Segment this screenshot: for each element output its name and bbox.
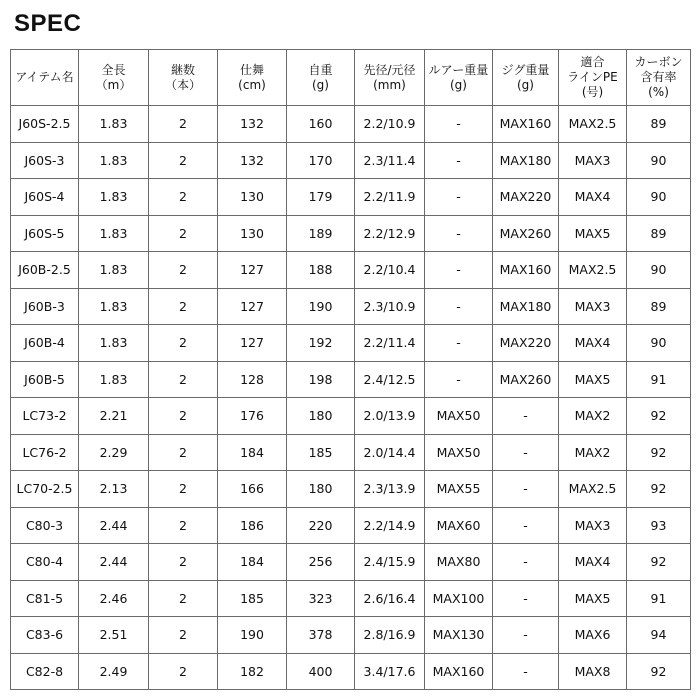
cell-tip-butt-diameter: 2.8/16.9 — [355, 617, 425, 654]
header-text: (cm) — [238, 77, 266, 92]
cell-weight: 190 — [287, 288, 355, 325]
cell-tip-butt-diameter: 2.2/14.9 — [355, 507, 425, 544]
cell-length: 2.21 — [79, 398, 149, 435]
cell-weight: 185 — [287, 434, 355, 471]
table-row — [11, 544, 691, 581]
cell-pieces: 2 — [149, 580, 218, 617]
header-text: カーボン — [634, 55, 683, 69]
cell-pieces: 2 — [149, 179, 218, 216]
spec-table — [10, 49, 691, 690]
cell-line-pe: MAX3 — [559, 507, 627, 544]
cell-item-name: J60B-3 — [11, 288, 79, 325]
cell-jig-weight: MAX180 — [493, 288, 559, 325]
header-lure-weight — [425, 50, 493, 106]
header-item-name — [11, 50, 79, 106]
cell-pieces: 2 — [149, 544, 218, 581]
cell-closed-length: 166 — [218, 471, 287, 508]
table-row — [11, 361, 691, 398]
cell-weight: 323 — [287, 580, 355, 617]
cell-line-pe: MAX6 — [559, 617, 627, 654]
cell-lure-weight: - — [425, 106, 493, 143]
cell-jig-weight: MAX220 — [493, 325, 559, 362]
cell-closed-length: 127 — [218, 288, 287, 325]
cell-carbon-content: 90 — [627, 142, 691, 179]
cell-pieces: 2 — [149, 106, 218, 143]
cell-pieces: 2 — [149, 471, 218, 508]
cell-carbon-content: 90 — [627, 252, 691, 289]
table-row — [11, 434, 691, 471]
table-row — [11, 215, 691, 252]
header-text: ラインPE — [567, 70, 618, 84]
table-body — [11, 106, 691, 690]
cell-closed-length: 127 — [218, 325, 287, 362]
header-text: 仕舞 — [239, 62, 264, 77]
cell-line-pe: MAX5 — [559, 215, 627, 252]
cell-pieces: 2 — [149, 215, 218, 252]
table-row — [11, 252, 691, 289]
cell-jig-weight: MAX260 — [493, 215, 559, 252]
cell-length: 1.83 — [79, 361, 149, 398]
cell-carbon-content: 92 — [627, 398, 691, 435]
cell-jig-weight: - — [493, 580, 559, 617]
header-text: 継数 — [170, 62, 195, 77]
header-tip-butt-diameter — [355, 50, 425, 106]
cell-item-name: J60S-4 — [11, 179, 79, 216]
cell-length: 2.29 — [79, 434, 149, 471]
cell-tip-butt-diameter: 2.3/11.4 — [355, 142, 425, 179]
cell-carbon-content: 92 — [627, 544, 691, 581]
header-text: 適合 — [580, 55, 605, 69]
header-text: 含有率 — [640, 70, 677, 84]
cell-item-name: J60B-2.5 — [11, 252, 79, 289]
cell-item-name: C80-4 — [11, 544, 79, 581]
cell-lure-weight: MAX160 — [425, 653, 493, 690]
cell-weight: 400 — [287, 653, 355, 690]
cell-pieces: 2 — [149, 653, 218, 690]
cell-jig-weight: MAX160 — [493, 106, 559, 143]
table-row — [11, 288, 691, 325]
cell-item-name: J60B-4 — [11, 325, 79, 362]
cell-lure-weight: - — [425, 325, 493, 362]
cell-lure-weight: - — [425, 361, 493, 398]
header-text: （m） — [95, 77, 132, 92]
cell-weight: 180 — [287, 471, 355, 508]
header-text: ジグ重量 — [501, 62, 550, 77]
cell-weight: 179 — [287, 179, 355, 216]
cell-tip-butt-diameter: 2.2/11.4 — [355, 325, 425, 362]
header-pieces — [149, 50, 218, 106]
cell-length: 2.13 — [79, 471, 149, 508]
cell-line-pe: MAX4 — [559, 325, 627, 362]
cell-length: 1.83 — [79, 325, 149, 362]
cell-closed-length: 127 — [218, 252, 287, 289]
cell-length: 1.83 — [79, 252, 149, 289]
cell-weight: 189 — [287, 215, 355, 252]
cell-item-name: J60S-2.5 — [11, 106, 79, 143]
cell-line-pe: MAX2 — [559, 434, 627, 471]
table-header — [11, 50, 691, 106]
header-text: 先径/元径 — [363, 62, 416, 77]
cell-carbon-content: 91 — [627, 580, 691, 617]
header-text: アイテム名 — [15, 70, 74, 84]
cell-lure-weight: MAX130 — [425, 617, 493, 654]
cell-line-pe: MAX2 — [559, 398, 627, 435]
table-row — [11, 106, 691, 143]
table-row — [11, 580, 691, 617]
table-row — [11, 398, 691, 435]
cell-tip-butt-diameter: 2.6/16.4 — [355, 580, 425, 617]
cell-length: 2.44 — [79, 544, 149, 581]
cell-line-pe: MAX3 — [559, 288, 627, 325]
cell-item-name: J60S-3 — [11, 142, 79, 179]
cell-weight: 220 — [287, 507, 355, 544]
header-text: (g) — [517, 77, 534, 92]
cell-jig-weight: - — [493, 434, 559, 471]
cell-tip-butt-diameter: 2.2/10.4 — [355, 252, 425, 289]
cell-closed-length: 132 — [218, 106, 287, 143]
cell-tip-butt-diameter: 2.3/10.9 — [355, 288, 425, 325]
page-title: SPEC — [14, 10, 82, 37]
cell-weight: 188 — [287, 252, 355, 289]
cell-closed-length: 128 — [218, 361, 287, 398]
cell-closed-length: 130 — [218, 215, 287, 252]
header-closed-length — [218, 50, 287, 106]
cell-tip-butt-diameter: 2.2/10.9 — [355, 106, 425, 143]
cell-tip-butt-diameter: 2.0/14.4 — [355, 434, 425, 471]
cell-line-pe: MAX2.5 — [559, 106, 627, 143]
cell-item-name: LC76-2 — [11, 434, 79, 471]
header-length — [79, 50, 149, 106]
cell-tip-butt-diameter: 3.4/17.6 — [355, 653, 425, 690]
cell-jig-weight: - — [493, 653, 559, 690]
cell-line-pe: MAX5 — [559, 580, 627, 617]
cell-pieces: 2 — [149, 325, 218, 362]
cell-item-name: C82-8 — [11, 653, 79, 690]
header-line-pe — [559, 50, 627, 106]
cell-length: 2.49 — [79, 653, 149, 690]
header-text: (%) — [648, 85, 669, 99]
header-text: 全長 — [101, 62, 126, 77]
cell-jig-weight: MAX160 — [493, 252, 559, 289]
cell-closed-length: 182 — [218, 653, 287, 690]
header-row — [11, 50, 691, 106]
header-weight — [287, 50, 355, 106]
cell-tip-butt-diameter: 2.0/13.9 — [355, 398, 425, 435]
cell-lure-weight: - — [425, 215, 493, 252]
cell-length: 1.83 — [79, 179, 149, 216]
cell-item-name: J60S-5 — [11, 215, 79, 252]
cell-jig-weight: - — [493, 544, 559, 581]
cell-length: 1.83 — [79, 142, 149, 179]
table-row — [11, 617, 691, 654]
cell-weight: 378 — [287, 617, 355, 654]
cell-item-name: LC70-2.5 — [11, 471, 79, 508]
cell-pieces: 2 — [149, 434, 218, 471]
cell-pieces: 2 — [149, 507, 218, 544]
cell-line-pe: MAX3 — [559, 142, 627, 179]
cell-closed-length: 190 — [218, 617, 287, 654]
cell-lure-weight: MAX50 — [425, 398, 493, 435]
cell-pieces: 2 — [149, 398, 218, 435]
header-jig-weight — [493, 50, 559, 106]
cell-closed-length: 185 — [218, 580, 287, 617]
table-row — [11, 653, 691, 690]
cell-carbon-content: 89 — [627, 288, 691, 325]
cell-tip-butt-diameter: 2.3/13.9 — [355, 471, 425, 508]
header-text: (g) — [450, 77, 467, 92]
cell-lure-weight: MAX50 — [425, 434, 493, 471]
cell-carbon-content: 93 — [627, 507, 691, 544]
cell-closed-length: 132 — [218, 142, 287, 179]
table-row — [11, 507, 691, 544]
cell-carbon-content: 92 — [627, 653, 691, 690]
header-carbon-content — [627, 50, 691, 106]
header-text: （本） — [164, 77, 201, 92]
cell-closed-length: 184 — [218, 544, 287, 581]
cell-weight: 256 — [287, 544, 355, 581]
cell-item-name: J60B-5 — [11, 361, 79, 398]
cell-weight: 160 — [287, 106, 355, 143]
cell-carbon-content: 89 — [627, 215, 691, 252]
cell-line-pe: MAX2.5 — [559, 471, 627, 508]
header-text: ルアー重量 — [428, 62, 489, 77]
cell-tip-butt-diameter: 2.4/12.5 — [355, 361, 425, 398]
header-text: (号) — [581, 85, 604, 99]
cell-jig-weight: MAX220 — [493, 179, 559, 216]
cell-pieces: 2 — [149, 288, 218, 325]
header-text: (mm) — [373, 77, 406, 92]
cell-tip-butt-diameter: 2.2/12.9 — [355, 215, 425, 252]
cell-carbon-content: 92 — [627, 471, 691, 508]
header-text: 自重 — [308, 62, 333, 77]
cell-length: 1.83 — [79, 215, 149, 252]
cell-line-pe: MAX5 — [559, 361, 627, 398]
cell-pieces: 2 — [149, 617, 218, 654]
cell-length: 2.44 — [79, 507, 149, 544]
cell-weight: 198 — [287, 361, 355, 398]
cell-jig-weight: MAX260 — [493, 361, 559, 398]
cell-weight: 192 — [287, 325, 355, 362]
cell-closed-length: 186 — [218, 507, 287, 544]
cell-carbon-content: 91 — [627, 361, 691, 398]
cell-closed-length: 184 — [218, 434, 287, 471]
table-row — [11, 142, 691, 179]
cell-carbon-content: 92 — [627, 434, 691, 471]
cell-line-pe: MAX8 — [559, 653, 627, 690]
table-row — [11, 471, 691, 508]
cell-tip-butt-diameter: 2.2/11.9 — [355, 179, 425, 216]
cell-item-name: C81-5 — [11, 580, 79, 617]
cell-lure-weight: - — [425, 142, 493, 179]
cell-pieces: 2 — [149, 142, 218, 179]
cell-line-pe: MAX2.5 — [559, 252, 627, 289]
cell-jig-weight: - — [493, 507, 559, 544]
cell-jig-weight: - — [493, 617, 559, 654]
cell-jig-weight: MAX180 — [493, 142, 559, 179]
header-text: (g) — [312, 77, 329, 92]
table-row — [11, 325, 691, 362]
cell-carbon-content: 94 — [627, 617, 691, 654]
cell-carbon-content: 89 — [627, 106, 691, 143]
cell-carbon-content: 90 — [627, 325, 691, 362]
cell-line-pe: MAX4 — [559, 544, 627, 581]
cell-item-name: C83-6 — [11, 617, 79, 654]
cell-lure-weight: MAX60 — [425, 507, 493, 544]
cell-lure-weight: MAX55 — [425, 471, 493, 508]
cell-item-name: C80-3 — [11, 507, 79, 544]
cell-jig-weight: - — [493, 471, 559, 508]
cell-length: 1.83 — [79, 106, 149, 143]
cell-lure-weight: MAX100 — [425, 580, 493, 617]
cell-closed-length: 176 — [218, 398, 287, 435]
cell-lure-weight: - — [425, 288, 493, 325]
cell-weight: 170 — [287, 142, 355, 179]
cell-lure-weight: MAX80 — [425, 544, 493, 581]
cell-jig-weight: - — [493, 398, 559, 435]
table-row — [11, 179, 691, 216]
cell-carbon-content: 90 — [627, 179, 691, 216]
cell-tip-butt-diameter: 2.4/15.9 — [355, 544, 425, 581]
cell-item-name: LC73-2 — [11, 398, 79, 435]
cell-length: 1.83 — [79, 288, 149, 325]
cell-lure-weight: - — [425, 179, 493, 216]
cell-closed-length: 130 — [218, 179, 287, 216]
cell-weight: 180 — [287, 398, 355, 435]
cell-pieces: 2 — [149, 361, 218, 398]
cell-line-pe: MAX4 — [559, 179, 627, 216]
cell-length: 2.46 — [79, 580, 149, 617]
cell-length: 2.51 — [79, 617, 149, 654]
cell-pieces: 2 — [149, 252, 218, 289]
cell-lure-weight: - — [425, 252, 493, 289]
